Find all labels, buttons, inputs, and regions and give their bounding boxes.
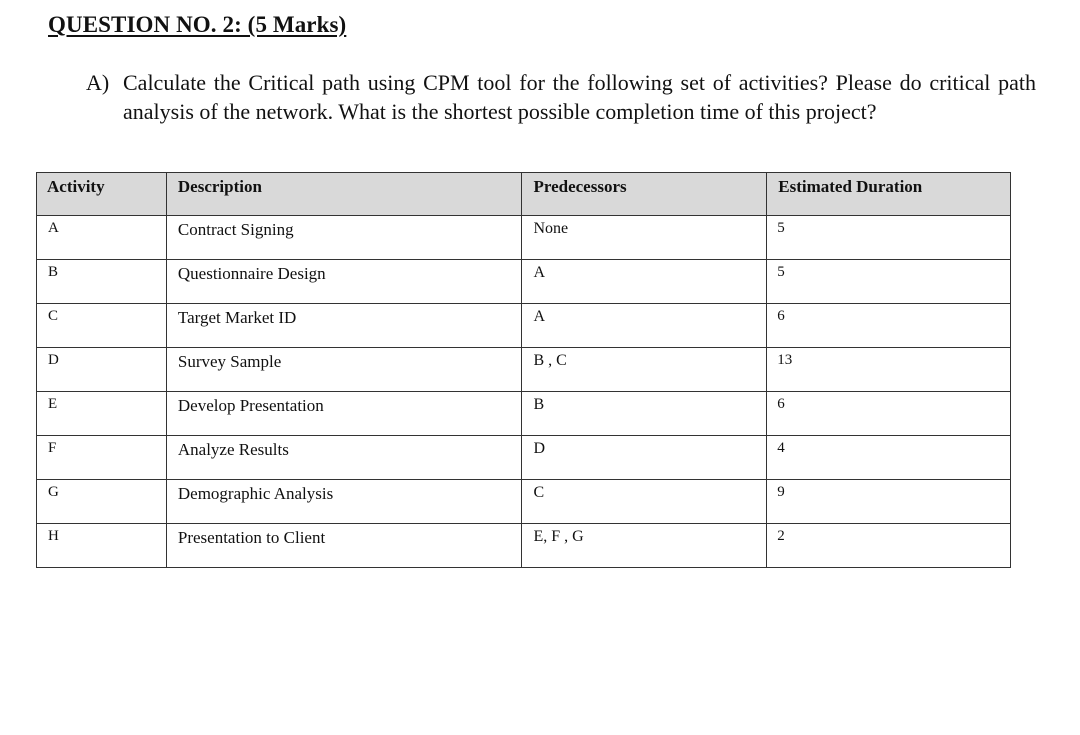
header-duration: Estimated Duration — [767, 173, 1011, 216]
activity-cell: B — [37, 260, 167, 304]
question-label: A) — [86, 70, 110, 95]
table-row — [37, 216, 1011, 260]
description-cell: Presentation to Client — [166, 524, 522, 568]
activity-table — [36, 172, 1011, 568]
description-cell: Analyze Results — [166, 436, 522, 480]
table-row — [37, 480, 1011, 524]
table-row — [37, 304, 1011, 348]
table-row — [37, 260, 1011, 304]
activity-cell: G — [37, 480, 167, 524]
duration-cell: 2 — [767, 524, 1011, 568]
table-row — [37, 392, 1011, 436]
activity-cell: A — [37, 216, 167, 260]
duration-cell: 13 — [767, 348, 1011, 392]
header-activity: Activity — [37, 173, 167, 216]
table-row — [37, 436, 1011, 480]
predecessors-cell: B , C — [522, 348, 767, 392]
table-row — [37, 348, 1011, 392]
duration-cell: 5 — [767, 260, 1011, 304]
question-text: Calculate the Critical path using CPM tool for the following set of activities? Please do critical path analysis of the network. What is the shortest possible completion time of this project? — [123, 70, 1036, 124]
predecessors-cell: C — [522, 480, 767, 524]
description-cell: Target Market ID — [166, 304, 522, 348]
activity-cell: C — [37, 304, 167, 348]
activity-cell: F — [37, 436, 167, 480]
header-description: Description — [166, 173, 522, 216]
activity-cell: H — [37, 524, 167, 568]
predecessors-cell: E, F , G — [522, 524, 767, 568]
activity-cell: D — [37, 348, 167, 392]
activity-cell: E — [37, 392, 167, 436]
predecessors-cell: A — [522, 304, 767, 348]
duration-cell: 9 — [767, 480, 1011, 524]
duration-cell: 6 — [767, 392, 1011, 436]
duration-cell: 4 — [767, 436, 1011, 480]
table-row — [37, 524, 1011, 568]
header-predecessors: Predecessors — [522, 173, 767, 216]
duration-cell: 5 — [767, 216, 1011, 260]
description-cell: Demographic Analysis — [166, 480, 522, 524]
description-cell: Contract Signing — [166, 216, 522, 260]
predecessors-cell: D — [522, 436, 767, 480]
predecessors-cell: A — [522, 260, 767, 304]
predecessors-cell: B — [522, 392, 767, 436]
description-cell: Questionnaire Design — [166, 260, 522, 304]
description-cell: Survey Sample — [166, 348, 522, 392]
description-cell: Develop Presentation — [166, 392, 522, 436]
table-header-row — [37, 173, 1011, 216]
question-a — [86, 68, 1036, 126]
duration-cell: 6 — [767, 304, 1011, 348]
predecessors-cell: None — [522, 216, 767, 260]
question-heading: QUESTION NO. 2: (5 Marks) — [48, 12, 347, 37]
